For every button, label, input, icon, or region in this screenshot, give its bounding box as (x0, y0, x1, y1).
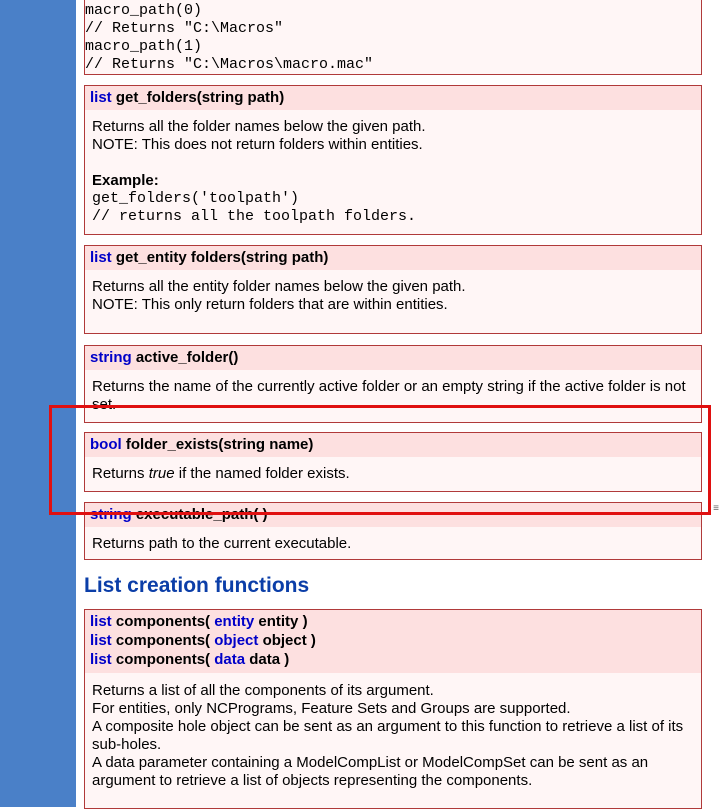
function-name: executable_path( ) (135, 506, 268, 523)
arg-type: object (214, 632, 259, 649)
example-label: Example: (92, 172, 159, 189)
return-type: list (90, 651, 112, 668)
desc-line: A composite hole object can be sent as an argument to this function to retrieve a list of its sub-holes. (92, 718, 684, 753)
function-name: components( (115, 651, 211, 668)
desc-emphasis: true (148, 465, 175, 482)
arg-name: entity ) (258, 613, 308, 630)
function-description (85, 270, 701, 322)
function-description: Returns the name of the currently active folder or an empty string if the active folder is not set. (92, 378, 686, 413)
code-line: // Returns "C:\Macros" (85, 20, 284, 37)
desc-line: Returns all the entity folder names below the given path. (92, 278, 466, 295)
return-type: string (90, 506, 132, 523)
function-name: components( (115, 632, 211, 649)
return-type: string (90, 349, 132, 366)
desc-line: NOTE: This does not return folders within entities. (92, 136, 423, 153)
function-signature (85, 346, 701, 370)
desc-line: Returns all the folder names below the given path. (92, 118, 426, 135)
function-name: components( (115, 613, 211, 630)
signature-line (90, 631, 696, 650)
return-type: list (90, 632, 112, 649)
code-line: macro_path(0) (85, 2, 203, 19)
desc-line: A data parameter containing a ModelCompList or ModelCompSet can be sent as an argument to retrieve a list of objects representing the components. (92, 754, 649, 789)
function-box-get-folders (84, 85, 702, 235)
signature-line (90, 650, 696, 669)
example-code-line: // returns all the toolpath folders. (92, 208, 417, 225)
function-description (85, 457, 701, 491)
section-heading: List creation functions (84, 574, 310, 597)
function-box-get-entity-folders (84, 245, 702, 334)
function-box-executable-path (84, 502, 702, 560)
desc-text: if the named folder exists. (174, 465, 350, 482)
desc-line: NOTE: This only return folders that are within entities. (92, 296, 448, 313)
arg-name: data ) (249, 651, 290, 668)
arg-name: object ) (262, 632, 316, 649)
code-line: // Returns "C:\Macros\macro.mac" (85, 56, 374, 73)
return-type: bool (90, 436, 122, 453)
return-type: list (90, 249, 112, 266)
desc-line: Returns a list of all the components of its argument. (92, 682, 434, 699)
return-type: list (90, 613, 112, 630)
function-description (85, 673, 701, 798)
function-signature (85, 86, 701, 110)
function-name: get_entity folders(string path) (115, 249, 329, 266)
left-sidebar-strip (0, 0, 76, 807)
code-line: macro_path(1) (85, 38, 203, 55)
scrollbar-grip-icon[interactable]: ≡ (713, 503, 719, 514)
function-box-components (84, 609, 702, 809)
example-code-line: get_folders('toolpath') (92, 190, 300, 207)
macro-path-code-box (84, 0, 702, 75)
signature-line (90, 612, 696, 631)
arg-type: data (214, 651, 246, 668)
function-box-folder-exists (84, 432, 702, 492)
function-signature (85, 503, 701, 527)
function-signature (85, 246, 701, 270)
function-name: folder_exists(string name) (125, 436, 314, 453)
function-box-active-folder (84, 345, 702, 423)
function-signature (85, 433, 701, 457)
function-name: active_folder() (135, 349, 239, 366)
function-signatures (85, 610, 701, 673)
desc-text: Returns (92, 465, 149, 482)
function-description: Returns path to the current executable. (92, 535, 352, 552)
desc-line: For entities, only NCPrograms, Feature Sets and Groups are supported. (92, 700, 571, 717)
arg-type: entity (214, 613, 255, 630)
function-name: get_folders(string path) (115, 89, 285, 106)
return-type: list (90, 89, 112, 106)
function-description (85, 110, 701, 234)
